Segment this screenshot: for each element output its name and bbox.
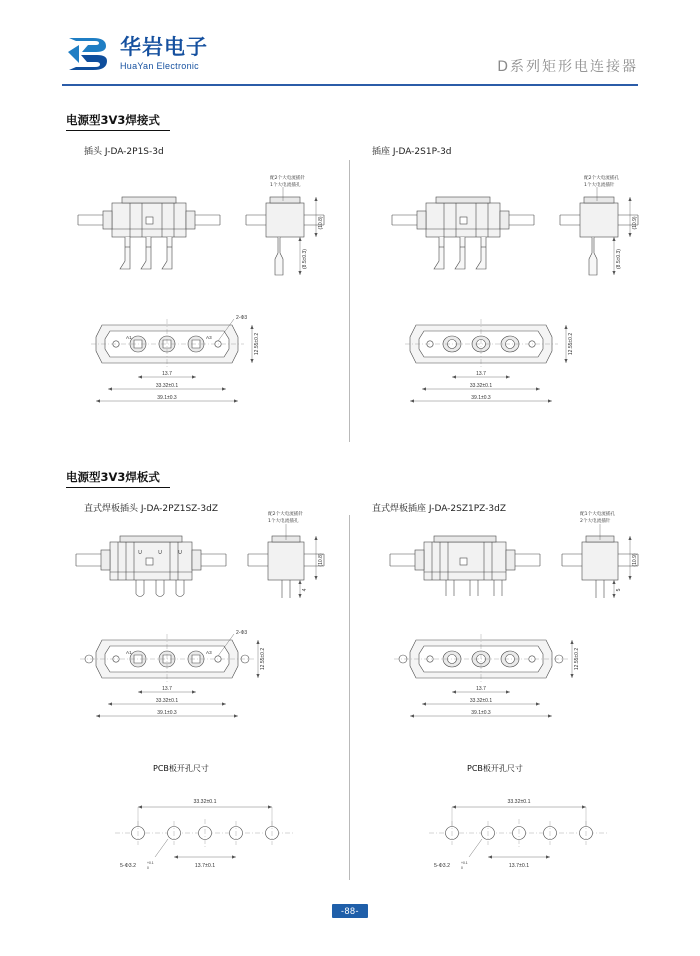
svg-text:(8.5±0.3): (8.5±0.3) xyxy=(302,249,308,269)
section-title-1: 电源型3V3焊接式 xyxy=(66,113,160,127)
svg-text:+0.1: +0.1 xyxy=(147,861,154,865)
svg-text:33.32±0.1: 33.32±0.1 xyxy=(469,383,493,389)
huayan-logo-icon xyxy=(66,32,112,76)
svg-text:A1: A1 xyxy=(126,650,132,655)
svg-text:2-Φ3: 2-Φ3 xyxy=(236,630,248,636)
svg-text:39.1±0.3: 39.1±0.3 xyxy=(157,395,177,401)
svg-text:(10.8): (10.8) xyxy=(318,553,324,567)
sub-label-pcb-plug: 直式焊板插头 J-DA-2PZ1SZ-3dZ xyxy=(84,504,219,514)
drawing-pcb-plug-front-view xyxy=(86,630,336,730)
note-pcb-plug: 配2个大电流插针 1个大电流插孔 xyxy=(268,512,304,524)
svg-text:12.55±0.2: 12.55±0.2 xyxy=(254,332,260,356)
header-divider xyxy=(62,84,638,86)
drawing-pcb-plug-side-view xyxy=(70,520,340,630)
svg-text:33.32±0.1: 33.32±0.1 xyxy=(193,799,217,805)
section-title-1-underline xyxy=(66,130,170,131)
svg-text:(10.9): (10.9) xyxy=(632,553,638,567)
section-1-vertical-divider xyxy=(349,160,350,442)
svg-text:39.1±0.3: 39.1±0.3 xyxy=(471,395,491,401)
svg-text:(10.9): (10.9) xyxy=(632,216,638,230)
svg-text:13.7: 13.7 xyxy=(476,686,486,692)
header-title: D系列矩形电连接器 xyxy=(497,59,638,75)
brand-text xyxy=(120,37,208,71)
svg-text:2-Φ3: 2-Φ3 xyxy=(236,315,248,321)
drawing-pcb-holes-left xyxy=(100,785,310,875)
sub-label-socket-solder: 插座 J-DA-2S1P-3d xyxy=(372,147,452,157)
brand-logo xyxy=(66,32,208,76)
svg-text:A3: A3 xyxy=(206,335,212,340)
svg-text:33.32±0.1: 33.32±0.1 xyxy=(507,799,531,805)
drawing-plug-side-view xyxy=(70,185,340,310)
drawing-pcb-socket-front-view xyxy=(400,630,650,730)
drawing-socket-front-view xyxy=(400,315,650,415)
svg-text:12.55±0.2: 12.55±0.2 xyxy=(260,647,266,671)
svg-text:13.7±0.1: 13.7±0.1 xyxy=(508,863,530,869)
svg-text:13.7: 13.7 xyxy=(162,686,172,692)
svg-text:5-Φ3.2: 5-Φ3.2 xyxy=(434,863,450,869)
svg-text:0: 0 xyxy=(461,866,463,870)
drawing-socket-side-view xyxy=(384,185,654,310)
svg-text:+0.1: +0.1 xyxy=(461,861,468,865)
svg-text:39.1±0.3: 39.1±0.3 xyxy=(157,710,177,716)
section-title-2: 电源型3V3焊板式 xyxy=(66,470,160,484)
sub-label-plug-solder: 插头 J-DA-2P1S-3d xyxy=(84,147,164,157)
page-header xyxy=(0,0,700,92)
section-title-2-underline xyxy=(66,487,170,488)
svg-text:12.55±0.2: 12.55±0.2 xyxy=(568,332,574,356)
svg-text:(10.8): (10.8) xyxy=(318,216,324,230)
svg-text:13.7±0.1: 13.7±0.1 xyxy=(194,863,216,869)
svg-text:U: U xyxy=(158,550,162,556)
svg-text:13.7: 13.7 xyxy=(476,371,486,377)
svg-text:U: U xyxy=(178,550,182,556)
svg-text:5: 5 xyxy=(616,588,622,592)
note-plug-solder: 配2个大电流插针 1个大电流插孔 xyxy=(270,176,306,188)
svg-text:A3: A3 xyxy=(206,650,212,655)
svg-text:33.32±0.1: 33.32±0.1 xyxy=(469,698,493,704)
svg-text:12.55±0.2: 12.55±0.2 xyxy=(574,647,580,671)
pcb-caption-right: PCB板开孔尺寸 xyxy=(467,764,523,773)
svg-text:A1: A1 xyxy=(126,335,132,340)
note-pcb-socket: 配1个大电流插孔 2个大电流插针 xyxy=(580,512,616,524)
svg-text:39.1±0.3: 39.1±0.3 xyxy=(471,710,491,716)
page-number: -88- xyxy=(332,904,368,918)
drawing-pcb-socket-side-view xyxy=(384,520,654,630)
drawing-plug-front-view xyxy=(86,315,336,415)
svg-text:4: 4 xyxy=(302,588,308,592)
svg-text:5-Φ3.2: 5-Φ3.2 xyxy=(120,863,136,869)
brand-name-en: HuaYan Electronic xyxy=(120,61,199,71)
pcb-caption-left: PCB板开孔尺寸 xyxy=(153,764,209,773)
brand-name-cn: 华岩电子 xyxy=(120,35,208,59)
svg-text:0: 0 xyxy=(147,866,149,870)
drawing-pcb-holes-right xyxy=(414,785,624,875)
svg-text:33.32±0.1: 33.32±0.1 xyxy=(155,383,179,389)
svg-text:33.32±0.1: 33.32±0.1 xyxy=(155,698,179,704)
svg-text:(8.5±0.3): (8.5±0.3) xyxy=(616,249,622,269)
note-socket-solder: 配2个大电流插孔 1个大电流插针 xyxy=(584,176,620,188)
svg-text:13.7: 13.7 xyxy=(162,371,172,377)
sub-label-pcb-socket: 直式焊板插座 J-DA-2SZ1PZ-3dZ xyxy=(372,504,507,514)
section-2-vertical-divider xyxy=(349,515,350,880)
svg-text:U: U xyxy=(138,550,142,556)
